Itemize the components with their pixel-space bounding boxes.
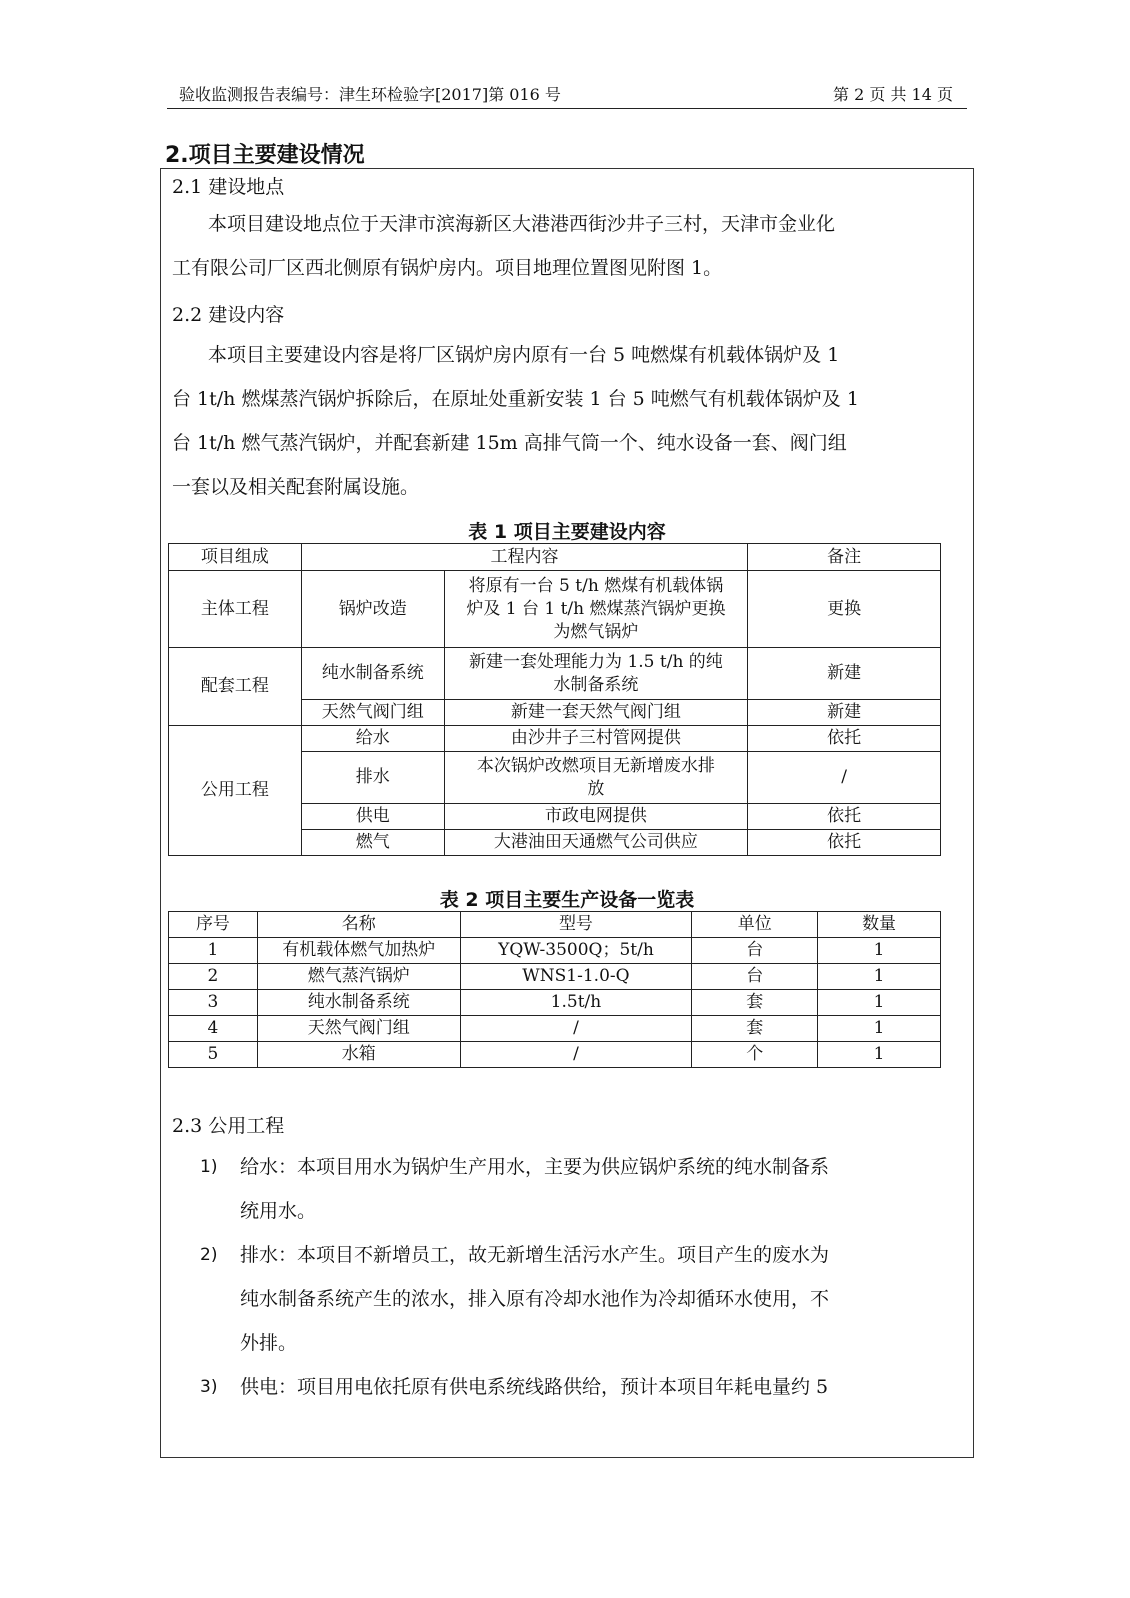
list-number: 3)	[200, 1377, 218, 1397]
page-header	[167, 78, 967, 109]
table1-note: 更换	[748, 571, 941, 648]
list-number: 1)	[200, 1157, 218, 1177]
table2-cell: 1.5t/h	[460, 990, 692, 1016]
paragraph-line: 本项目主要建设内容是将厂区锅炉房内原有一台 5 吨燃煤有机载体锅炉及 1	[208, 344, 840, 366]
table1-content	[444, 571, 748, 648]
table2-cell: 台	[692, 938, 818, 964]
table1-note: 新建	[748, 648, 941, 700]
table2-cell: 1	[818, 1042, 941, 1068]
paragraph-line: 本项目建设地点位于天津市滨海新区大港港西街沙井子三村，天津市金业化	[208, 213, 836, 235]
table2-header: 序号	[169, 912, 258, 938]
table2-cell: /	[460, 1016, 692, 1042]
list-line: 给水：本项目用水为锅炉生产用水，主要为供应锅炉系统的纯水制备系	[240, 1156, 830, 1178]
list-line: 统用水。	[240, 1200, 317, 1222]
table1-content: 由沙井子三村管网提供	[444, 726, 748, 752]
table1-content-line: 水制备系统	[553, 674, 639, 695]
table1-header: 工程内容	[301, 544, 747, 571]
subsection-2-2-heading: 2.2 建设内容	[172, 304, 285, 326]
table2-header: 数量	[818, 912, 941, 938]
table2-cell: 1	[818, 1016, 941, 1042]
table1-sub: 给水	[301, 726, 444, 752]
table1-header: 项目组成	[169, 544, 302, 571]
table1	[168, 543, 941, 856]
table1-content: 市政电网提供	[444, 804, 748, 830]
list-line: 外排。	[240, 1332, 298, 1354]
list-line: 纯水制备系统产生的浓水，排入原有冷却水池作为冷却循环水使用，不	[240, 1288, 830, 1310]
table1-sub: 燃气	[301, 830, 444, 856]
page-number: 第 2 页 共 14 页	[833, 85, 953, 104]
table2-cell: 1	[169, 938, 258, 964]
table1-content	[444, 648, 748, 700]
table1-header: 备注	[748, 544, 941, 571]
table1-content-line: 将原有一台 5 t/h 燃煤有机载体锅	[468, 575, 724, 596]
paragraph-line: 工有限公司厂区西北侧原有锅炉房内。项目地理位置图见附图 1。	[172, 257, 723, 279]
table2-cell: 4	[169, 1016, 258, 1042]
paragraph-line: 台 1t/h 燃气蒸汽锅炉，并配套新建 15m 高排气筒一个、纯水设备一套、阀门组	[172, 432, 847, 454]
table2-header: 单位	[692, 912, 818, 938]
table2-cell: /	[460, 1042, 692, 1068]
table1-note: 依托	[748, 804, 941, 830]
table1-note: /	[748, 752, 941, 804]
list-line: 供电：项目用电依托原有供电系统线路供给，预计本项目年耗电量约 5	[240, 1376, 829, 1398]
table2-header: 名称	[257, 912, 460, 938]
table2-cell: 3	[169, 990, 258, 1016]
table2-cell: 水箱	[257, 1042, 460, 1068]
table2-cell: 纯水制备系统	[257, 990, 460, 1016]
table1-content-line: 放	[587, 778, 605, 799]
table1-content-line: 新建一套处理能力为 1.5 t/h 的纯	[469, 651, 723, 672]
table1-sub: 纯水制备系统	[301, 648, 444, 700]
list-item	[200, 1365, 960, 1409]
table2-caption: 表 2 项目主要生产设备一览表	[439, 889, 695, 911]
table1-note: 新建	[748, 700, 941, 726]
table1-note: 依托	[748, 726, 941, 752]
table1-sub: 锅炉改造	[301, 571, 444, 648]
table1-content-line: 为燃气锅炉	[553, 621, 639, 642]
table2-cell: 1	[818, 938, 941, 964]
list-item	[200, 1233, 960, 1365]
table2-cell: 1	[818, 964, 941, 990]
table2-cell: WNS1-1.0-Q	[460, 964, 692, 990]
subsection-2-1-paragraph	[172, 202, 966, 290]
table1-content: 大港油田天通燃气公司供应	[444, 830, 748, 856]
table2-cell: 套	[692, 990, 818, 1016]
table1-group: 配套工程	[169, 648, 302, 726]
table1-content-line: 本次锅炉改燃项目无新增废水排	[476, 755, 715, 776]
table2-cell: 天然气阀门组	[257, 1016, 460, 1042]
report-number: 验收监测报告表编号：津生环检验字[2017]第 016 号	[179, 85, 561, 104]
paragraph-line: 一套以及相关配套附属设施。	[172, 476, 420, 498]
subsection-2-3-heading: 2.3 公用工程	[172, 1115, 285, 1137]
table1-group: 主体工程	[169, 571, 302, 648]
paragraph-line: 台 1t/h 燃煤蒸汽锅炉拆除后，在原址处重新安装 1 台 5 吨燃气有机载体锅炉及 1	[172, 388, 859, 410]
table1-sub: 排水	[301, 752, 444, 804]
section-title: 2.项目主要建设情况	[165, 143, 365, 168]
table1-content	[444, 752, 748, 804]
utility-list	[200, 1145, 960, 1409]
table2-cell: 个	[692, 1042, 818, 1068]
table2-cell: YQW-3500Q；5t/h	[460, 938, 692, 964]
subsection-2-1-heading: 2.1 建设地点	[172, 176, 285, 198]
table2-header: 型号	[460, 912, 692, 938]
subsection-2-2-paragraph	[172, 333, 966, 509]
table1-note: 依托	[748, 830, 941, 856]
table1-content-line: 炉及 1 台 1 t/h 燃煤蒸汽锅炉更换	[466, 598, 726, 619]
list-number: 2)	[200, 1245, 218, 1265]
table2-cell: 5	[169, 1042, 258, 1068]
list-item	[200, 1145, 960, 1233]
table2	[168, 911, 941, 1068]
table1-group: 公用工程	[169, 726, 302, 856]
table1-caption: 表 1 项目主要建设内容	[468, 521, 666, 543]
table2-cell: 1	[818, 990, 941, 1016]
table2-cell: 台	[692, 964, 818, 990]
table2-cell: 有机载体燃气加热炉	[257, 938, 460, 964]
table2-cell: 2	[169, 964, 258, 990]
table1-content: 新建一套天然气阀门组	[444, 700, 748, 726]
list-line: 排水：本项目不新增员工，故无新增生活污水产生。项目产生的废水为	[240, 1244, 830, 1266]
table2-cell: 燃气蒸汽锅炉	[257, 964, 460, 990]
table2-cell: 套	[692, 1016, 818, 1042]
table1-sub: 供电	[301, 804, 444, 830]
table1-sub: 天然气阀门组	[301, 700, 444, 726]
